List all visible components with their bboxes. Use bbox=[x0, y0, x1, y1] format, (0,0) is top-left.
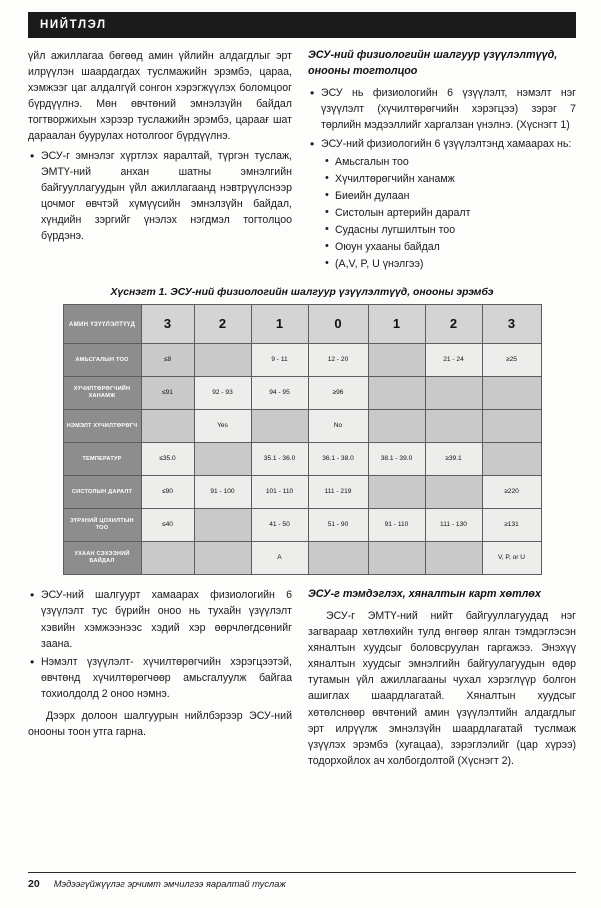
table-row-header: СИСТОЛЫН ДАРАЛТ bbox=[63, 476, 141, 509]
table-cell bbox=[425, 377, 482, 410]
list-item: • Хүчилтөрөгчийн ханамж bbox=[322, 171, 576, 187]
table-cell: ≤8 bbox=[141, 344, 194, 377]
page-header-bar bbox=[28, 12, 576, 38]
lower-right-column bbox=[308, 587, 576, 772]
table-cell bbox=[482, 410, 541, 443]
left-column bbox=[28, 48, 292, 273]
table-row bbox=[63, 509, 541, 542]
table-cell bbox=[194, 542, 251, 575]
table-cell: 111 - 130 bbox=[425, 509, 482, 542]
lower-left-paragraph: Дээрх долоон шалгуурын нийлбэрээр ЭСУ-ний онооны тоон утга гарна. bbox=[28, 709, 292, 739]
table-col-header: 3 bbox=[141, 305, 194, 344]
table-cell: 92 - 93 bbox=[194, 377, 251, 410]
table-row-header: ЗҮРХНИЙ ЦОХИЛТЫН ТОО bbox=[63, 509, 141, 542]
table-cell bbox=[308, 542, 368, 575]
table-cell bbox=[194, 344, 251, 377]
table-cell bbox=[368, 377, 425, 410]
table-col-header: 3 bbox=[482, 305, 541, 344]
list-item: • ЭСУ нь физиологийн 6 үзүүлэлт, нэмэлт нэг үзүүлэлт (хүчилтөрөгчийн хэрэгцээ) зэрэг 7 төрлийн мэдээллийг харгалзан үнэлнэ. (Хүснэгт 1) bbox=[308, 85, 576, 133]
table-cell bbox=[368, 476, 425, 509]
table-row-header: АМЬСГАЛЫН ТОО bbox=[63, 344, 141, 377]
right-section-heading: ЭСУ-ний физиологийн шалгуур үзүүлэлтүүд, онооны тогтолцоо bbox=[308, 49, 558, 77]
table-row-header: ХҮЧИЛТӨРӨГЧИЙН ХАНАМЖ bbox=[63, 377, 141, 410]
list-item: • ЭСУ-ний физиологийн 6 үзүүлэлтэнд хамаарах нь: bbox=[308, 136, 576, 152]
table-cell: A bbox=[251, 542, 308, 575]
table-cell: ≤35.0 bbox=[141, 443, 194, 476]
table-wrapper bbox=[28, 304, 576, 575]
table-row-header: УХААН СЭХЭЭНИЙ БАЙДАЛ bbox=[63, 542, 141, 575]
table-cell bbox=[425, 476, 482, 509]
table-cell: 21 - 24 bbox=[425, 344, 482, 377]
list-item: • Амьсгалын тоо bbox=[322, 154, 576, 170]
table-cell: No bbox=[308, 410, 368, 443]
table-row-header: ТЕМПЕРАТУР bbox=[63, 443, 141, 476]
lower-two-columns bbox=[28, 587, 576, 772]
table-cell: ≤91 bbox=[141, 377, 194, 410]
table-cell bbox=[141, 542, 194, 575]
table-cell: ≤40 bbox=[141, 509, 194, 542]
table-cell bbox=[482, 443, 541, 476]
table-col-header: 0 bbox=[308, 305, 368, 344]
lower-right-heading: ЭСУ-г тэмдэглэх, хяналтын карт хөтлөх bbox=[308, 588, 541, 601]
table-cell bbox=[251, 410, 308, 443]
table-cell: 12 - 20 bbox=[308, 344, 368, 377]
right-column bbox=[308, 48, 576, 273]
table-cell bbox=[482, 377, 541, 410]
table-cell: 91 - 110 bbox=[368, 509, 425, 542]
lower-left-column bbox=[28, 587, 292, 772]
upper-two-columns bbox=[28, 48, 576, 273]
table-cell bbox=[368, 344, 425, 377]
table-cell bbox=[141, 410, 194, 443]
header-title: НИЙТЛЭЛ bbox=[40, 19, 107, 31]
table-cell: 91 - 100 bbox=[194, 476, 251, 509]
page-footer bbox=[28, 872, 576, 890]
table-col-header: 1 bbox=[368, 305, 425, 344]
table-cell: V, P, or U bbox=[482, 542, 541, 575]
table-cell: ≥220 bbox=[482, 476, 541, 509]
table-cell: Yes bbox=[194, 410, 251, 443]
page-number: 20 bbox=[28, 878, 40, 890]
table-corner-header: АМИН ҮЗҮҮЛЭЛТҮҮД bbox=[63, 305, 141, 344]
lower-left-bullet-list bbox=[28, 587, 292, 702]
footer-text: Мэдээгүйжүүлэг эрчимт эмчилгээ яаралтай туслаж bbox=[53, 879, 286, 889]
right-sub-list bbox=[322, 154, 576, 273]
table-cell: 94 - 95 bbox=[251, 377, 308, 410]
left-top-paragraph: үйл ажиллагаа бөгөөд амин үйлийн алдагдлыг эрт илрүүлэн шаардагдах туслмажийн эрэмбэ, цараа, хэмжээг цаг алдалгүй сонгон хэрэгжүүлэх боломцоог бүрдүүлнэ. Мөн өвчтөний эмнэлзүйн байдал тогтворжихын хэрээр туслажийн эрэмбэ, цараағ шат дараалан буурулах нотолгоог бүрдүүлнэ. bbox=[28, 50, 292, 143]
table-cell: 9 - 11 bbox=[251, 344, 308, 377]
table-cell bbox=[425, 542, 482, 575]
table-cell: 101 - 110 bbox=[251, 476, 308, 509]
sub-list-note: • (A,V, P, U үнэлгээ) bbox=[322, 256, 576, 272]
table-col-header: 1 bbox=[251, 305, 308, 344]
lower-right-paragraph: ЭСУ-г ЭМТҮ-ний нийт байгууллагуудад нэг загвараар хөтлөхийн тулд өнгөөр ялган тэмдэглэсэн хяналтын хуудсыг боловсруулан гаргажээ. Энэхүү хяналтын хуудсыг эмнэлгийн байгуулагуудын өдөр тутамын үйл ажиллагааны чухал хэрэглүүр болгон ашиглах шаардлагатай. Хяналтын хуудсыг хөтөлснөөр өвчтөний амин үзүүлэлтийн алдагдлыг эрт илрүүлж эмнэлзүйн шаардлагатай туслмаж үзүүлэх эрэмбэ (хугацаа), зэрэглэлийг (цар хүрээ) тодорхойлох ач холбогдолтой (Хүснэгт 2). bbox=[308, 609, 576, 767]
table-cell: 36.1 - 38.0 bbox=[308, 443, 368, 476]
list-item: • Нэмэлт үзүүлэлт- хүчилтөрөгчийн хэрэгцээтэй, өвчтөнд хүчилтөрөгчөөр амьсгалуулж байгаа тохиолдолд 2 оноо нэмнэ. bbox=[28, 654, 292, 702]
list-item: • Судасны лугшилтын тоо bbox=[322, 222, 576, 238]
table-cell: ≤90 bbox=[141, 476, 194, 509]
table-row bbox=[63, 344, 541, 377]
table-cell: ≥25 bbox=[482, 344, 541, 377]
page-content bbox=[28, 48, 576, 772]
table-caption: Хүснэгт 1. ЭСУ-ний физиологийн шалгуур үзүүлэлтүүд, онооны эрэмбэ bbox=[110, 287, 494, 299]
right-bullet-list bbox=[308, 85, 576, 151]
table-row bbox=[63, 476, 541, 509]
table-cell bbox=[194, 509, 251, 542]
table-row-header: НЭМЭЛТ ХҮЧИЛТӨРӨГЧ bbox=[63, 410, 141, 443]
table-cell: 51 - 90 bbox=[308, 509, 368, 542]
list-item: • ЭСУ-ний шалгуурт хамаарах физиологийн 6 үзүүлэлт тус бүрийн оноо нь тухайн үзүүлэлт хэвийн хэмжээнээс хэдий хэр өөрчлөгдсөнийг заана. bbox=[28, 587, 292, 651]
table-cell: ≥39.1 bbox=[425, 443, 482, 476]
table-header-row bbox=[63, 305, 541, 344]
table-row bbox=[63, 377, 541, 410]
list-item: • Биеийн дулаан bbox=[322, 188, 576, 204]
table-cell: 111 - 219 bbox=[308, 476, 368, 509]
list-item: • Оюун ухааны байдал bbox=[322, 239, 576, 255]
table-cell bbox=[194, 443, 251, 476]
table-cell: ≥131 bbox=[482, 509, 541, 542]
table-col-header: 2 bbox=[194, 305, 251, 344]
table-cell bbox=[368, 410, 425, 443]
table-cell: 38.1 - 39.0 bbox=[368, 443, 425, 476]
table-row bbox=[63, 410, 541, 443]
table-cell: ≥96 bbox=[308, 377, 368, 410]
table-cell bbox=[425, 410, 482, 443]
table-row bbox=[63, 443, 541, 476]
table-cell: 35.1 - 36.0 bbox=[251, 443, 308, 476]
table-cell bbox=[368, 542, 425, 575]
left-bullet-list bbox=[28, 148, 292, 245]
list-item: • Систолын артерийн даралт bbox=[322, 205, 576, 221]
table-cell: 41 - 50 bbox=[251, 509, 308, 542]
table-col-header: 2 bbox=[425, 305, 482, 344]
table-row bbox=[63, 542, 541, 575]
vital-signs-score-table bbox=[63, 304, 542, 575]
list-item: • ЭСУ-г эмнэлэг хүртлэх яаралтай, түргэн туслаж, ЭМТҮ-ний анхан шатны эмнэлгийн байгууллагуудын үйл ажиллагаанд нэвтрүүлснээр цочмог өвчтэй хүмүүсийн эмнэлзүйн байдал, хүндийн зэргийг үнэлэх нэгдмэл тогтолцоо бүрдэнэ. bbox=[28, 148, 292, 245]
